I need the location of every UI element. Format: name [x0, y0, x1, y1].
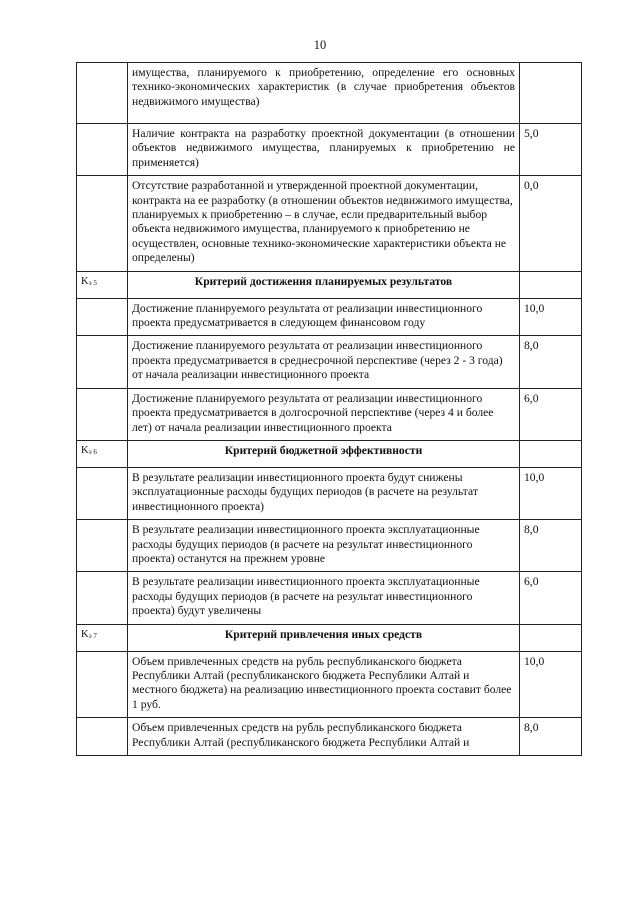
page-number: 10 — [313, 38, 327, 52]
criterion-score — [520, 440, 582, 467]
criterion-score: 6,0 — [520, 572, 582, 624]
criterion-score: 8,0 — [520, 336, 582, 388]
criterion-code-cell — [77, 388, 128, 440]
table-row — [77, 298, 582, 336]
table-row — [77, 520, 582, 572]
criteria-table — [76, 62, 582, 756]
criterion-code-cell — [77, 520, 128, 572]
criterion-code: $K_{э 6}$ — [77, 440, 128, 467]
criterion-score: 8,0 — [520, 718, 582, 756]
criterion-score: 0,0 — [520, 176, 582, 271]
criterion-description: Отсутствие разработанной и утвержденной проектной документации, контракта на ее разработку (в отношении объектов недвижимого имущества, планируемых к приобретению – в случае, если предварительный выбор объекта недвижимого имущества, планируемого к приобретению не осуществлен, основные технико-экономические характеристики объекта не определены) — [128, 176, 520, 271]
criterion-score: 8,0 — [520, 520, 582, 572]
criterion-score: 10,0 — [520, 467, 582, 519]
criterion-code-cell — [77, 651, 128, 718]
table-row — [77, 336, 582, 388]
table-row — [77, 124, 582, 176]
criterion-code-cell — [77, 176, 128, 271]
table-row — [77, 176, 582, 271]
table-row — [77, 718, 582, 756]
table-row — [77, 63, 582, 124]
criterion-code-cell — [77, 718, 128, 756]
criterion-score: 10,0 — [520, 298, 582, 336]
table-row — [77, 651, 582, 718]
criterion-score — [520, 271, 582, 298]
criterion-code-cell — [77, 63, 128, 124]
criterion-score: 5,0 — [520, 124, 582, 176]
criterion-code: $K_{э 7}$ — [77, 624, 128, 651]
criterion-description: В результате реализации инвестиционного проекта будут снижены эксплуатационные расходы будущих периодов (в расчете на результат инвестиционного проекта) — [128, 467, 520, 519]
criterion-description: В результате реализации инвестиционного проекта эксплуатационные расходы будущих периодов (в расчете на результат инвестиционного проекта) будут увеличены — [128, 572, 520, 624]
criterion-description: Достижение планируемого результата от реализации инвестиционного проекта предусматривается в следующем финансовом году — [128, 298, 520, 336]
criterion-heading-row — [77, 624, 582, 651]
criterion-description: Объем привлеченных средств на рубль республиканского бюджета Республики Алтай (республиканского бюджета Республики Алтай и местного бюджета) на реализацию инвестиционного проекта составит более 1 руб. — [128, 651, 520, 718]
criterion-description: Достижение планируемого результата от реализации инвестиционного проекта предусматривается в среднесрочной перспективе (через 2 - 3 года) от начала реализации инвестиционного проекта — [128, 336, 520, 388]
criterion-score — [520, 63, 582, 124]
criterion-code-cell — [77, 336, 128, 388]
criterion-code-cell — [77, 572, 128, 624]
criterion-heading: Критерий достижения планируемых результатов — [128, 271, 520, 298]
criterion-score: 6,0 — [520, 388, 582, 440]
criterion-code-cell — [77, 124, 128, 176]
table-row — [77, 467, 582, 519]
criterion-score — [520, 624, 582, 651]
criterion-heading-row — [77, 440, 582, 467]
criterion-description: имущества, планируемого к приобретению, определение его основных технико-экономических характеристик (в случае приобретения объектов недвижимого имущества) — [128, 63, 520, 124]
table-row — [77, 572, 582, 624]
table-row — [77, 388, 582, 440]
criterion-code-cell — [77, 467, 128, 519]
criterion-code-cell — [77, 298, 128, 336]
criterion-description: Достижение планируемого результата от реализации инвестиционного проекта предусматривается в долгосрочной перспективе (через 4 и более лет) от начала реализации инвестиционного проекта — [128, 388, 520, 440]
criterion-description: Наличие контракта на разработку проектной документации (в отношении объектов недвижимого имущества, планируемых к приобретению не применяется) — [128, 124, 520, 176]
criterion-heading: Критерий бюджетной эффективности — [128, 440, 520, 467]
criterion-heading-row — [77, 271, 582, 298]
criterion-description: Объем привлеченных средств на рубль республиканского бюджета Республики Алтай (республиканского бюджета Республики Алтай и — [128, 718, 520, 756]
criterion-code: $K_{э 5}$ — [77, 271, 128, 298]
criterion-score: 10,0 — [520, 651, 582, 718]
criterion-heading: Критерий привлечения иных средств — [128, 624, 520, 651]
criterion-description: В результате реализации инвестиционного проекта эксплуатационные расходы будущих периодов (в расчете на результат инвестиционного проекта) останутся на прежнем уровне — [128, 520, 520, 572]
